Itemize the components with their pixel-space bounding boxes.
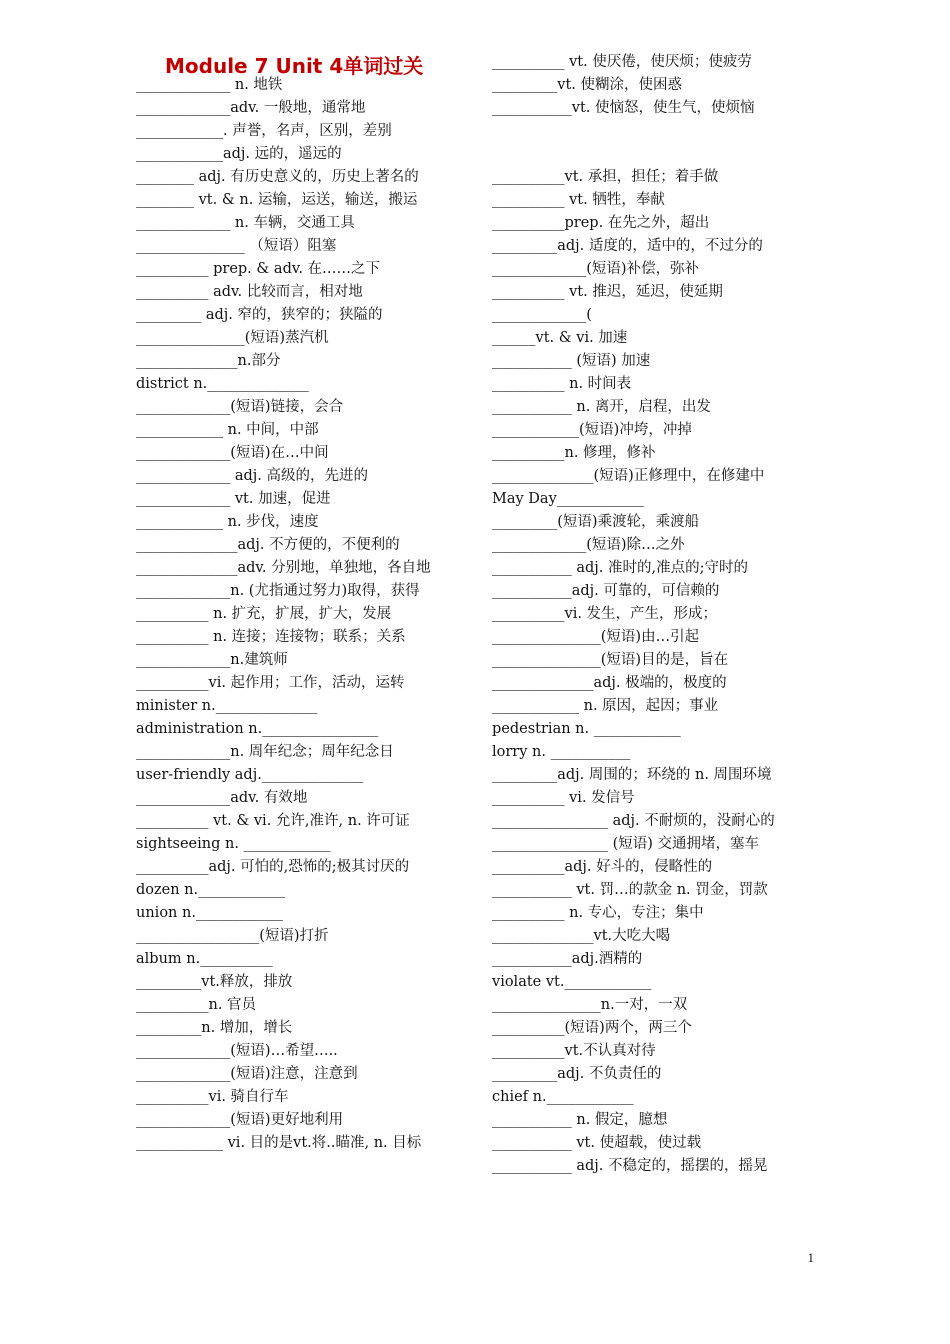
vocab-entry: minister n.______________ xyxy=(136,698,318,714)
vocab-entry: ___________adj. 可靠的，可信赖的 xyxy=(492,583,720,599)
vocab-entry: district n.______________ xyxy=(136,376,309,392)
vocab-entry: sightseeing n. ____________ xyxy=(136,836,331,852)
vocab-entry: _________ adj. 窄的，狭窄的；狭隘的 xyxy=(136,307,383,323)
vocab-entry: ___________ (短语) 加速 xyxy=(492,353,651,369)
vocab-entry: ____________. 声誉，名声，区别，差别 xyxy=(136,123,392,139)
vocab-entry: May Day____________ xyxy=(492,491,644,507)
vocab-entry: __________ n. 连接；连接物；联系；关系 xyxy=(136,629,406,645)
vocab-entry: __________(短语)两个，两三个 xyxy=(492,1020,692,1036)
vocab-entry: ________ adj. 有历史意义的，历史上著名的 xyxy=(136,169,419,185)
page-title: Module 7 Unit 4单词过关 xyxy=(165,54,424,78)
vocab-entry: _____________(短语)链接，会合 xyxy=(136,399,344,415)
vocab-entry: _______________(短语)目的是，旨在 xyxy=(492,652,729,668)
page-number: 1 xyxy=(807,1250,814,1265)
vocab-entry: _____________(短语)除…之外 xyxy=(492,537,685,553)
vocab-entry: _____________( xyxy=(492,307,592,323)
vocab-entry: ___________adj.酒精的 xyxy=(492,951,643,967)
vocab-entry: _____________n. (尤指通过努力)取得，获得 xyxy=(136,583,420,599)
vocab-entry: __________ vt. 使厌倦，使厌烦；使疲劳 xyxy=(492,54,752,70)
vocab-entry: ___________ n. 假定，臆想 xyxy=(492,1112,668,1128)
vocab-entry: __________n. 修理，修补 xyxy=(492,445,656,461)
vocab-entry: ______________(短语)正修理中，在修建中 xyxy=(492,468,765,484)
vocab-entry: __________adj. 好斗的，侵略性的 xyxy=(492,859,713,875)
vocab-entry: ___________ n. 离开，启程，出发 xyxy=(492,399,711,415)
vocab-entry: _____________adv. 有效地 xyxy=(136,790,308,806)
vocab-entry: _____________n. 周年纪念；周年纪念日 xyxy=(136,744,394,760)
vocab-entry: pedestrian n. ____________ xyxy=(492,721,681,737)
vocab-entry: _________vt.释放，排放 xyxy=(136,974,293,990)
vocab-entry: ___________ vt. 使超载，使过载 xyxy=(492,1135,702,1151)
vocab-entry: album n.__________ xyxy=(136,951,273,967)
vocab-entry: _____________ n. 车辆，交通工具 xyxy=(136,215,355,231)
vocab-entry: _____________(短语)补偿，弥补 xyxy=(492,261,700,277)
vocab-entry: _____________n.建筑师 xyxy=(136,652,288,668)
right-column xyxy=(492,51,832,1178)
vocab-entry: _____________ n. 地铁 xyxy=(136,77,283,93)
vocab-entry: __________vi. 骑自行车 xyxy=(136,1089,289,1105)
vocab-entry: __________n. 官员 xyxy=(136,997,257,1013)
vocab-entry: __________vi. 发生，产生，形成； xyxy=(492,606,718,622)
vocab-entry: ______________adj. 极端的，极度的 xyxy=(492,675,727,691)
vocab-entry: __________ prep. & adv. 在……之下 xyxy=(136,261,381,277)
vocab-entry: ____________ n. 步伐，速度 xyxy=(136,514,319,530)
vocab-entry: ____________ n. 中间，中部 xyxy=(136,422,319,438)
vocab-entry: _____________(短语)在…中间 xyxy=(136,445,329,461)
vocab-entry: _____________(短语)…希望….. xyxy=(136,1043,338,1059)
vocab-entry: ______________adj. 不方便的，不便利的 xyxy=(136,537,400,553)
vocab-entry: __________ vi. 发信号 xyxy=(492,790,635,806)
vocab-entry: ________ vt. & n. 运输，运送，输送，搬运 xyxy=(136,192,418,208)
vocab-entry: _____________adv. 一般地，通常地 xyxy=(136,100,366,116)
left-column xyxy=(136,74,476,1155)
vocab-entry: _______________ （短语）阻塞 xyxy=(136,238,337,254)
vocab-entry: __________ vt. 牺牲，奉献 xyxy=(492,192,665,208)
vocab-entry: ______________adv. 分别地，单独地，各自地 xyxy=(136,560,431,576)
vocab-entry: _________(短语)乘渡轮，乘渡船 xyxy=(492,514,700,530)
vocab-entry: _____________(短语)注意，注意到 xyxy=(136,1066,358,1082)
vocab-entry: _________________(短语)打折 xyxy=(136,928,329,944)
vocab-entry: __________vi. 起作用；工作，活动，运转 xyxy=(136,675,405,691)
vocab-entry: _______________(短语)由…引起 xyxy=(492,629,700,645)
vocab-entry: _______________n.一对，一双 xyxy=(492,997,688,1013)
vocab-entry: __________vt.不认真对待 xyxy=(492,1043,656,1059)
vocab-entry: __________ adv. 比较而言，相对地 xyxy=(136,284,363,300)
vocab-entry: __________ n. 时间表 xyxy=(492,376,632,392)
vocab-entry: __________ n. 扩充，扩展，扩大，发展 xyxy=(136,606,392,622)
vocab-entry: ___________ adj. 准时的,准点的;守时的 xyxy=(492,560,748,576)
vocab-entry: chief n.____________ xyxy=(492,1089,634,1105)
vocab-entry: union n.____________ xyxy=(136,905,283,921)
vocab-entry: ____________(短语)冲垮，冲掉 xyxy=(492,422,692,438)
vocab-entry: __________prep. 在先之外，超出 xyxy=(492,215,710,231)
vocab-entry: _________vt. 使糊涂，使困惑 xyxy=(492,77,682,93)
vocab-entry xyxy=(492,120,832,143)
vocab-entry: administration n.________________ xyxy=(136,721,379,737)
vocab-entry: ____________ n. 原因，起因；事业 xyxy=(492,698,719,714)
vocab-entry: ___________vt. 使恼怒，使生气，使烦恼 xyxy=(492,100,755,116)
vocab-entry: _________adj. 适度的，适中的，不过分的 xyxy=(492,238,763,254)
vocab-entry: ___________ adj. 不稳定的，摇摆的，摇晃 xyxy=(492,1158,768,1174)
vocab-entry: _____________ vt. 加速，促进 xyxy=(136,491,331,507)
vocab-entry: __________ n. 专心，专注；集中 xyxy=(492,905,704,921)
vocab-entry: __________ vt. 推迟，延迟，使延期 xyxy=(492,284,723,300)
vocab-entry: __________vt. 承担，担任；着手做 xyxy=(492,169,719,185)
vocab-entry: violate vt.____________ xyxy=(492,974,652,990)
vocab-entry: user-friendly adj.______________ xyxy=(136,767,364,783)
vocab-entry: _________adj. 周围的；环绕的 n. 周围环境 xyxy=(492,767,772,783)
vocab-entry: _________adj. 不负责任的 xyxy=(492,1066,662,1082)
vocab-entry: dozen n.____________ xyxy=(136,882,286,898)
vocab-entry: __________adj. 可怕的,恐怖的;极其讨厌的 xyxy=(136,859,410,875)
vocab-entry: __________ vt. & vi. 允许,准许, n. 许可证 xyxy=(136,813,410,829)
vocab-entry: ____________ vi. 目的是vt.将..瞄准, n. 目标 xyxy=(136,1135,422,1151)
vocab-entry: ____________adj. 远的，遥远的 xyxy=(136,146,342,162)
vocab-entry: ______________vt.大吃大喝 xyxy=(492,928,671,944)
vocab-entry: _____________(短语)更好地利用 xyxy=(136,1112,344,1128)
vocab-entry: _______________(短语)蒸汽机 xyxy=(136,330,329,346)
vocab-entry: ______vt. & vi. 加速 xyxy=(492,330,628,346)
vocab-entry: ___________ vt. 罚…的款金 n. 罚金，罚款 xyxy=(492,882,768,898)
vocab-entry: lorry n. ___________ xyxy=(492,744,631,760)
vocab-entry: ______________n.部分 xyxy=(136,353,281,369)
vocab-entry: _________n. 增加，增长 xyxy=(136,1020,293,1036)
vocab-entry: _____________ adj. 高级的，先进的 xyxy=(136,468,368,484)
vocab-entry: ________________ (短语) 交通拥堵，塞车 xyxy=(492,836,760,852)
vocab-entry xyxy=(492,143,832,166)
vocab-entry: ________________ adj. 不耐烦的，没耐心的 xyxy=(492,813,775,829)
